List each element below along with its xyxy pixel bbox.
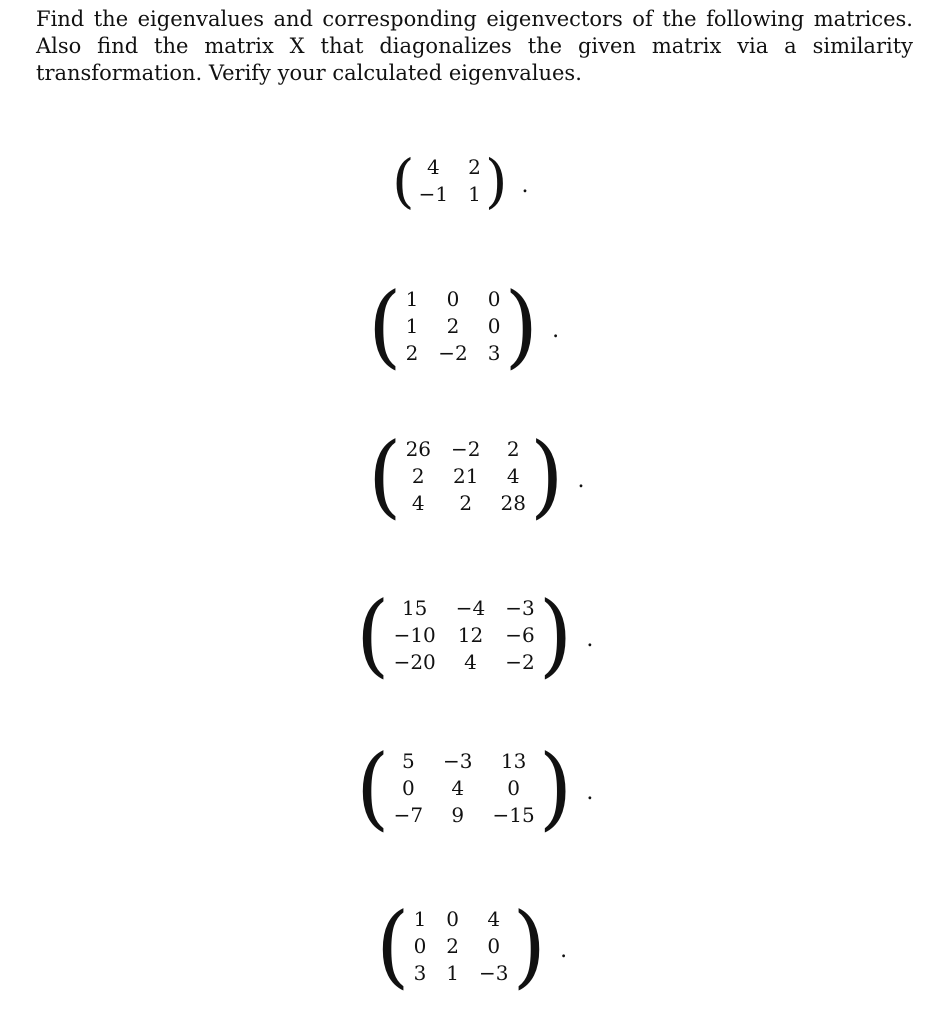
- matrix-cell: 4: [411, 490, 425, 515]
- matrix-cell: −3: [443, 748, 473, 773]
- matrix-entries: [410, 906, 513, 987]
- matrix-cell: 0: [487, 313, 501, 338]
- matrix-cell: 12: [457, 622, 484, 647]
- matrix-cell: 2: [506, 436, 520, 461]
- matrix-cell: 4: [487, 906, 501, 931]
- matrix-cell: 3: [487, 340, 501, 365]
- matrix-cell: 5: [401, 748, 415, 773]
- left-paren: (: [356, 735, 390, 841]
- matrix-cell: 13: [500, 748, 527, 773]
- left-paren: (: [376, 893, 410, 999]
- matrix-cell: −2: [451, 436, 481, 461]
- matrix-6: [376, 893, 568, 999]
- matrix-cell: 2: [468, 155, 481, 179]
- matrix-cell: 0: [413, 933, 427, 958]
- matrix-cell: 2: [405, 340, 419, 365]
- period: .: [552, 317, 560, 343]
- matrix-cell: 0: [401, 775, 415, 800]
- matrix-cell: 21: [453, 463, 479, 488]
- problem-statement: [8, 6, 913, 87]
- matrix-entries: [390, 595, 539, 676]
- matrix-cell: −6: [505, 622, 535, 647]
- matrix-4: [356, 582, 594, 688]
- matrix-cell: 1: [413, 906, 427, 931]
- matrix-cell: 2: [446, 313, 460, 338]
- matrix-entries: [402, 436, 530, 517]
- matrix-entries: [390, 748, 539, 829]
- matrix-cell: 1: [405, 286, 419, 311]
- matrix-cell: 4: [464, 649, 477, 674]
- period: .: [586, 626, 594, 652]
- matrix-cell: 15: [401, 595, 428, 620]
- matrix-cell: 1: [405, 313, 419, 338]
- matrix-cell: −7: [393, 802, 424, 827]
- matrix-cell: 0: [446, 906, 460, 931]
- right-paren: ): [529, 423, 564, 529]
- matrix-cell: 26: [405, 436, 432, 461]
- problem-paragraph: [8, 6, 913, 87]
- matrix-cell: −2: [505, 649, 535, 674]
- left-paren: (: [392, 147, 415, 215]
- matrix-cell: 2: [411, 463, 425, 488]
- matrix-cell: −3: [479, 960, 509, 985]
- matrix-entries: [415, 154, 485, 208]
- matrix-cell: −1: [418, 182, 449, 206]
- matrix-cell: −15: [492, 802, 535, 827]
- left-paren: (: [356, 582, 390, 688]
- matrix-3: [368, 423, 585, 529]
- period: .: [560, 937, 568, 963]
- matrix-cell: −20: [393, 649, 436, 674]
- matrix-cell: −10: [393, 622, 436, 647]
- problem-number: [8, 6, 36, 33]
- period: .: [521, 172, 529, 198]
- matrix-cell: 0: [487, 933, 501, 958]
- matrix-cell: 4: [451, 775, 465, 800]
- matrix-cell: 9: [451, 802, 465, 827]
- period: .: [577, 467, 585, 493]
- matrix-cell: 4: [427, 155, 440, 179]
- matrix-cell: 1: [468, 182, 481, 206]
- problem-text: Find the eigenvalues and corresponding eigenvectors of the following matrices. Also find the matrix X that diagonalizes the given matrix via a similarity transformation. Verify your calculated eigenvalues.: [36, 7, 913, 85]
- matrix-cell: 0: [507, 775, 520, 800]
- matrix-cell: 3: [413, 960, 427, 985]
- right-paren: ): [538, 735, 573, 841]
- matrix-cell: −3: [505, 595, 535, 620]
- matrix-cell: −4: [455, 595, 486, 620]
- matrix-cell: 1: [446, 960, 460, 985]
- matrix-cell: 0: [446, 286, 460, 311]
- period: .: [586, 779, 594, 805]
- matrix-2: [368, 273, 560, 379]
- matrix-entries: [402, 286, 505, 367]
- matrix-cell: 4: [506, 463, 520, 488]
- matrix-cell: −2: [438, 340, 468, 365]
- matrix-cell: 28: [500, 490, 526, 515]
- matrix-cell: 0: [487, 286, 501, 311]
- matrix-5: [356, 735, 594, 841]
- left-paren: (: [368, 423, 402, 529]
- right-paren: ): [484, 147, 508, 215]
- right-paren: ): [538, 582, 573, 688]
- matrix-cell: 2: [459, 490, 473, 515]
- right-paren: ): [504, 273, 539, 379]
- matrix-1: [392, 147, 529, 215]
- left-paren: (: [368, 273, 402, 379]
- right-paren: ): [512, 893, 547, 999]
- matrix-cell: 2: [446, 933, 460, 958]
